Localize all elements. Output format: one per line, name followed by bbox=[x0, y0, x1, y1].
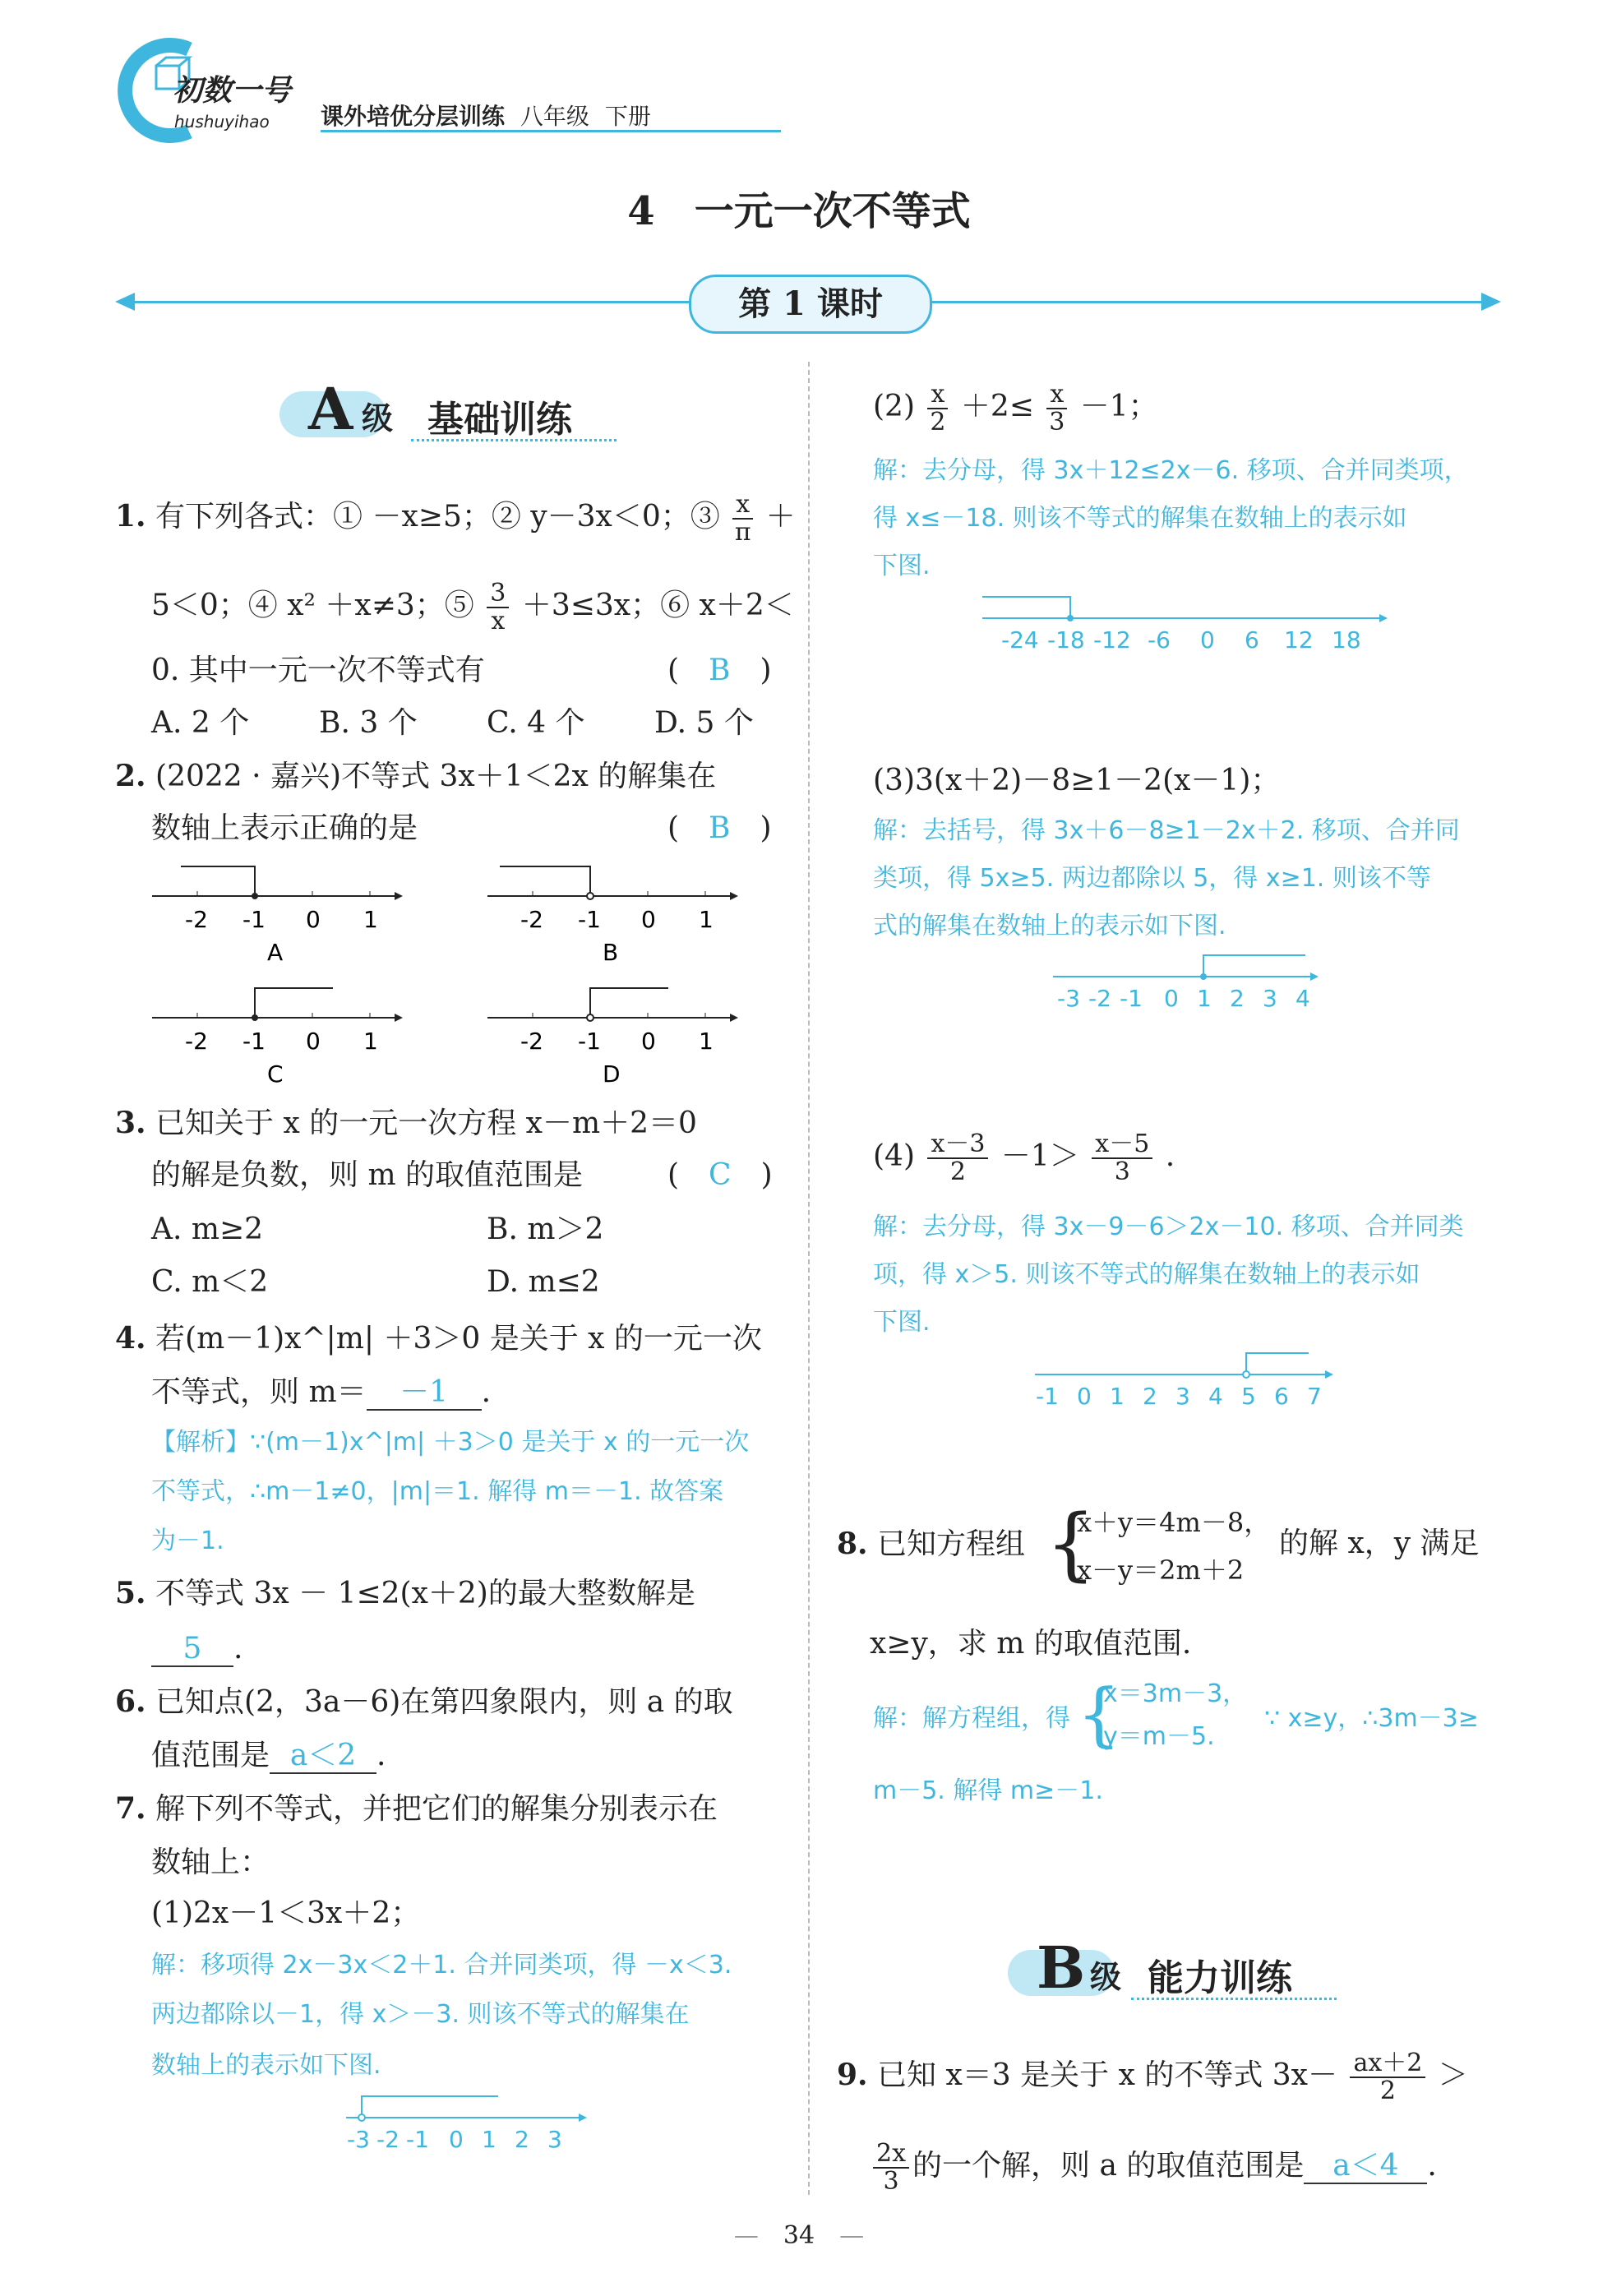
tick-label: 0 bbox=[306, 906, 321, 933]
tick-label: 2 bbox=[1143, 1383, 1157, 1410]
section-b-title: 能力训练 bbox=[1148, 1957, 1292, 1999]
tick-label: -2 bbox=[520, 1028, 543, 1055]
fraction-2x-over-3 bbox=[873, 2141, 909, 2195]
q8-number: 8. bbox=[837, 1527, 868, 1561]
q5-line1 bbox=[115, 1577, 695, 1610]
tick-label: 1 bbox=[363, 906, 378, 933]
option-letter: D bbox=[603, 1060, 621, 1088]
q2-line1 bbox=[115, 760, 716, 793]
arrow-right-icon bbox=[1481, 293, 1501, 311]
q8-eq2: x－y＝2m＋2 bbox=[1077, 1555, 1245, 1586]
section-b-underline bbox=[1131, 1996, 1337, 2000]
q3-line2: 的解是负数，则 m 的取值范围是 bbox=[151, 1158, 584, 1192]
q7-p4-pre: (4) bbox=[873, 1139, 915, 1173]
q3-answer-paren: ( C ) bbox=[667, 1158, 773, 1192]
frac-num: ax＋2 bbox=[1350, 2050, 1425, 2078]
tick-label: 0 bbox=[1077, 1383, 1092, 1410]
section-b-suffix: 级 bbox=[1090, 1958, 1122, 1995]
q7-part1: (1)2x－1＜3x＋2； bbox=[151, 1896, 421, 1930]
fraction-xm3-over-2 bbox=[927, 1131, 988, 1185]
q1-option-d: D. 5 个 bbox=[654, 706, 754, 740]
tick-label: 0 bbox=[641, 1028, 656, 1055]
header bbox=[115, 33, 690, 148]
option-letter: B bbox=[603, 939, 619, 966]
q3-line1 bbox=[115, 1106, 697, 1140]
tick-label: 0 bbox=[1164, 985, 1179, 1012]
q7-p4-solution-1: 解：去分母，得 3x－9－6＞2x－10. 移项、合并同类 bbox=[873, 1213, 1464, 1241]
q9-tail1: ＞ bbox=[1438, 2058, 1468, 2092]
frac-num: x bbox=[1046, 381, 1067, 409]
tick-label: 4 bbox=[1208, 1383, 1223, 1410]
q1-line1 bbox=[115, 492, 796, 546]
tick-label: 6 bbox=[1245, 626, 1259, 654]
tick-label: 18 bbox=[1332, 626, 1361, 654]
q2-answer: B bbox=[709, 811, 731, 845]
q8-post: 的解 x，y 满足 bbox=[1279, 1527, 1480, 1560]
section-a-suffix: 级 bbox=[362, 400, 394, 437]
frac-den: 2 bbox=[1379, 2077, 1396, 2105]
frac-num: x bbox=[732, 492, 753, 520]
tick-label: 1 bbox=[482, 2126, 496, 2153]
tick-label: 1 bbox=[363, 1028, 378, 1055]
tick-label: -2 bbox=[185, 906, 208, 933]
frac-den: x bbox=[491, 607, 506, 635]
q9-text1: 已知 x＝3 是关于 x 的不等式 3x－ bbox=[877, 2058, 1337, 2092]
tick-label: -2 bbox=[376, 2126, 400, 2153]
q6-answer: a＜2 bbox=[270, 1739, 376, 1774]
tick-label: 2 bbox=[515, 2126, 529, 2153]
q4-answer: －1 bbox=[367, 1376, 482, 1411]
frac-den: 2 bbox=[949, 1157, 966, 1186]
q7-p4-solution-3: 下图. bbox=[873, 1308, 931, 1337]
tick-label: -1 bbox=[1120, 985, 1143, 1012]
q2-numberline-b bbox=[483, 855, 746, 970]
q1-text2a: 5＜0；④ x² ＋x≠3；⑤ bbox=[151, 589, 474, 622]
frac-den: 3 bbox=[1114, 1157, 1130, 1186]
tick-label: -24 bbox=[1001, 626, 1039, 654]
tick-label: 0 bbox=[1200, 626, 1215, 654]
q1-option-a: A. 2 个 bbox=[151, 706, 250, 740]
fraction-3-over-x bbox=[487, 580, 509, 635]
q4-number: 4. bbox=[115, 1321, 146, 1356]
q4-line1 bbox=[115, 1322, 762, 1356]
q8-system bbox=[1046, 1498, 1276, 1593]
q7-p1-solution-2: 两边都除以－1，得 x＞－3. 则该不等式的解集在 bbox=[151, 2000, 690, 2029]
q2-answer-paren: ( B ) bbox=[667, 811, 772, 845]
q7-p2-numberline bbox=[978, 589, 1406, 654]
q7-part2 bbox=[873, 381, 1158, 436]
q8-line1 bbox=[837, 1527, 1025, 1561]
q2-numberline-a bbox=[148, 855, 411, 970]
frac-den: 3 bbox=[1049, 408, 1065, 437]
tick-label: 3 bbox=[1263, 985, 1277, 1012]
q4-solution-2: 不等式，∴m－1≠0，|m|＝1. 解得 m＝－1. 故答案 bbox=[151, 1477, 724, 1506]
section-a-letter: A bbox=[308, 375, 353, 443]
q7-p2-mid: ＋2≤ bbox=[960, 390, 1034, 423]
q8-solution-post: ∵ x≥y，∴3m－3≥ bbox=[1264, 1704, 1479, 1733]
q8-sol-eq2: y＝m－5. bbox=[1103, 1722, 1215, 1751]
section-b-heading bbox=[1008, 1933, 1353, 2002]
tick-label: 1 bbox=[1197, 985, 1212, 1012]
tick-label: 1 bbox=[699, 906, 714, 933]
q7-p2-solution-2: 得 x≤－18. 则该不等式的解集在数轴上的表示如 bbox=[873, 504, 1407, 533]
q1-number: 1. bbox=[115, 499, 146, 534]
q3-option-b: B. m＞2 bbox=[487, 1213, 604, 1246]
q7-p2-post: －1； bbox=[1079, 390, 1158, 423]
q7-p1-solution-1: 解：移项得 2x－3x＜2＋1. 合并同类项，得 －x＜3. bbox=[151, 1951, 732, 1980]
plus-sign: ＋ bbox=[765, 500, 796, 534]
q8-eq1: x＋y＝4m－8， bbox=[1077, 1507, 1271, 1538]
frac-num: x－3 bbox=[927, 1131, 988, 1159]
section-a-title: 基础训练 bbox=[427, 399, 572, 441]
q7-p4-mid: －1＞ bbox=[1000, 1139, 1079, 1173]
q7-p1-solution-3: 数轴上的表示如下图. bbox=[151, 2051, 381, 2080]
q7-line2: 数轴上： bbox=[151, 1846, 270, 1879]
q4-solution-1: 【解析】∵(m－1)x^|m| ＋3＞0 是关于 x 的一元一次 bbox=[151, 1428, 750, 1457]
q8-solution-system bbox=[1077, 1674, 1266, 1759]
q4-text1: 若(m－1)x^|m| ＋3＞0 是关于 x 的一元一次 bbox=[155, 1322, 762, 1356]
page-dash-left: — bbox=[733, 2221, 783, 2250]
tick-label: -1 bbox=[578, 1028, 601, 1055]
q4-solution-3: 为－1. bbox=[151, 1527, 224, 1555]
q3-answer: C bbox=[709, 1158, 732, 1192]
q7-p2-solution-1: 解：去分母，得 3x＋12≤2x－6. 移项、合并同类项， bbox=[873, 456, 1469, 485]
logo-sub: hushuyihao bbox=[174, 112, 270, 132]
q7-p3-solution-1: 解：去括号，得 3x＋6－8≥1－2x＋2. 移项、合并同 bbox=[873, 816, 1460, 845]
fraction-ax2-over-2 bbox=[1350, 2050, 1425, 2104]
tick-label: -12 bbox=[1093, 626, 1131, 654]
grade: 八年级 bbox=[520, 103, 589, 130]
q4-text2: 不等式，则 m＝ bbox=[151, 1375, 367, 1409]
frac-num: x bbox=[927, 381, 948, 409]
q7-p3-solution-3: 式的解集在数轴上的表示如下图. bbox=[873, 912, 1226, 940]
q8-pre: 已知方程组 bbox=[877, 1527, 1026, 1561]
tick-label: -1 bbox=[578, 906, 601, 933]
frac-num: x－5 bbox=[1092, 1131, 1152, 1159]
q8-sol-eq1: x＝3m－3， bbox=[1103, 1679, 1248, 1708]
option-letter: A bbox=[267, 939, 284, 966]
tick-label: 7 bbox=[1307, 1383, 1322, 1410]
q7-line1 bbox=[115, 1792, 718, 1826]
arrow-left-icon bbox=[115, 293, 135, 311]
section-a-underline bbox=[411, 437, 617, 441]
q1-text1: 有下列各式：① －x≥5；② y－3x＜0；③ bbox=[155, 500, 720, 534]
tick-label: 1 bbox=[1110, 1383, 1125, 1410]
tick-label: -1 bbox=[242, 1028, 266, 1055]
q8-solution-pre: 解：解方程组，得 bbox=[873, 1704, 1070, 1733]
q7-p4-numberline bbox=[1031, 1345, 1343, 1411]
q1-line3 bbox=[151, 654, 485, 687]
tick-label: 6 bbox=[1274, 1383, 1289, 1410]
q7-p4-solution-2: 项，得 x＞5. 则该不等式的解集在数轴上的表示如 bbox=[873, 1260, 1420, 1289]
fraction-xm5-over-3 bbox=[1092, 1131, 1152, 1185]
brace-icon: { bbox=[1046, 1498, 1097, 1590]
q2-text1: (2022 · 嘉兴)不等式 3x＋1＜2x 的解集在 bbox=[155, 760, 717, 793]
q6-line2: 值范围是 a＜2 . bbox=[151, 1739, 386, 1772]
q9-line2: $\frac{2x}{3}$ 的一个解，则 a 的取值范围是 a＜4 . bbox=[870, 2141, 1437, 2195]
q9-answer: a＜4 bbox=[1304, 2150, 1427, 2184]
q7-part3: (3)3(x＋2)－8≥1－2(x－1)； bbox=[873, 764, 1281, 797]
fraction-x-over-3 bbox=[1046, 381, 1067, 436]
logo-text: 初数一号 bbox=[173, 74, 292, 108]
tick-label: -3 bbox=[347, 2126, 370, 2153]
q2-line2: 数轴上表示正确的是 bbox=[151, 811, 418, 845]
q1-line2 bbox=[151, 580, 794, 635]
tick-label: 12 bbox=[1284, 626, 1314, 654]
tick-label: 5 bbox=[1241, 1383, 1256, 1410]
fraction-x-over-2 bbox=[927, 381, 948, 436]
page-title: 4 一元一次不等式 bbox=[627, 188, 971, 234]
tick-label: 0 bbox=[306, 1028, 321, 1055]
q2-numberline-d bbox=[483, 977, 746, 1092]
section-b-letter: B bbox=[1037, 1933, 1086, 2002]
frac-num: 2x bbox=[873, 2141, 909, 2169]
section-a-heading bbox=[279, 375, 625, 441]
tick-label: -3 bbox=[1057, 985, 1080, 1012]
q3-text1: 已知关于 x 的一元一次方程 x－m＋2＝0 bbox=[155, 1106, 697, 1140]
tick-label: 0 bbox=[641, 906, 656, 933]
column-divider bbox=[808, 362, 810, 2195]
tick-label: 1 bbox=[699, 1028, 714, 1055]
q7-p3-numberline bbox=[1049, 947, 1328, 1013]
tick-label: -2 bbox=[1088, 985, 1111, 1012]
q9-number: 9. bbox=[837, 2058, 868, 2092]
q4-line2: 不等式，则 m＝ －1 . bbox=[151, 1375, 492, 1409]
tick-label: 4 bbox=[1295, 985, 1310, 1012]
q7-part4 bbox=[873, 1131, 1175, 1185]
tick-label: -2 bbox=[185, 1028, 208, 1055]
frac-den: 2 bbox=[930, 408, 946, 437]
page-number-value: 34 bbox=[783, 2221, 815, 2250]
q7-number: 7. bbox=[115, 1791, 146, 1826]
q6-text2: 值范围是 bbox=[151, 1739, 270, 1772]
q5-answer: 5 bbox=[151, 1633, 233, 1667]
brace-icon: { bbox=[1077, 1674, 1121, 1754]
option-letter: C bbox=[267, 1060, 284, 1088]
series-name: 课外培优分层训练 bbox=[321, 103, 506, 130]
q1-option-b: B. 3 个 bbox=[319, 706, 418, 740]
tick-label: 2 bbox=[1230, 985, 1245, 1012]
tick-label: -1 bbox=[406, 2126, 429, 2153]
q6-line1 bbox=[115, 1685, 733, 1719]
q5-line2: 5 . bbox=[151, 1633, 242, 1667]
q1-text2b: ＋3≤3x；⑥ x＋2＜ bbox=[521, 589, 794, 622]
frac-num: 3 bbox=[487, 580, 509, 608]
q3-option-d: D. m≤2 bbox=[487, 1265, 600, 1299]
q8-line2: x≥y，求 m 的取值范围. bbox=[870, 1627, 1192, 1661]
header-underline bbox=[321, 130, 781, 132]
q7-p2-solution-3: 下图. bbox=[873, 552, 931, 580]
q5-text1: 不等式 3x － 1≤2(x＋2)的最大整数解是 bbox=[155, 1577, 695, 1610]
page-dash-right: — bbox=[815, 2221, 865, 2250]
q7-text1: 解下列不等式，并把它们的解集分别表示在 bbox=[155, 1792, 718, 1826]
q1-text3: 0. 其中一元一次不等式有 bbox=[151, 654, 485, 687]
page-number bbox=[0, 2215, 1598, 2251]
lesson-badge: 第 1 课时 bbox=[689, 275, 932, 334]
frac-den: 3 bbox=[883, 2167, 899, 2196]
q1-answer: B bbox=[709, 654, 731, 687]
fraction-x-over-pi bbox=[732, 492, 753, 546]
tick-label: -1 bbox=[242, 906, 266, 933]
q3-option-c: C. m＜2 bbox=[151, 1265, 269, 1299]
q7-p4-post: . bbox=[1165, 1139, 1175, 1173]
series-title bbox=[321, 99, 651, 132]
frac-den: π bbox=[734, 518, 751, 547]
q2-number: 2. bbox=[115, 759, 146, 793]
tick-label: -18 bbox=[1047, 626, 1085, 654]
q9-text2: 的一个解，则 a 的取值范围是 bbox=[912, 2149, 1305, 2183]
q5-number: 5. bbox=[115, 1576, 146, 1610]
tick-label: -1 bbox=[1036, 1383, 1059, 1410]
q6-number: 6. bbox=[115, 1684, 146, 1719]
q1-answer-paren: ( B ) bbox=[667, 654, 772, 687]
q7-p2-pre: (2) bbox=[873, 390, 915, 423]
volume: 下册 bbox=[604, 103, 651, 130]
q9-line1 bbox=[837, 2050, 1468, 2104]
q7-p3-solution-2: 类项，得 5x≥5. 两边都除以 5，得 x≥1. 则该不等 bbox=[873, 864, 1431, 893]
tick-label: -2 bbox=[520, 906, 543, 933]
q6-text1: 已知点(2，3a－6)在第四象限内，则 a 的取 bbox=[155, 1685, 733, 1719]
q1-option-c: C. 4 个 bbox=[487, 706, 585, 740]
q3-option-a: A. m≥2 bbox=[151, 1213, 264, 1246]
tick-label: -6 bbox=[1148, 626, 1171, 654]
q2-numberline-c bbox=[148, 977, 411, 1092]
q3-number: 3. bbox=[115, 1106, 146, 1140]
tick-label: 0 bbox=[449, 2126, 464, 2153]
tick-label: 3 bbox=[1175, 1383, 1190, 1410]
q7-p1-numberline bbox=[342, 2088, 597, 2154]
tick-label: 3 bbox=[547, 2126, 562, 2153]
q8-solution-2: m－5. 解得 m≥－1. bbox=[873, 1776, 1103, 1805]
